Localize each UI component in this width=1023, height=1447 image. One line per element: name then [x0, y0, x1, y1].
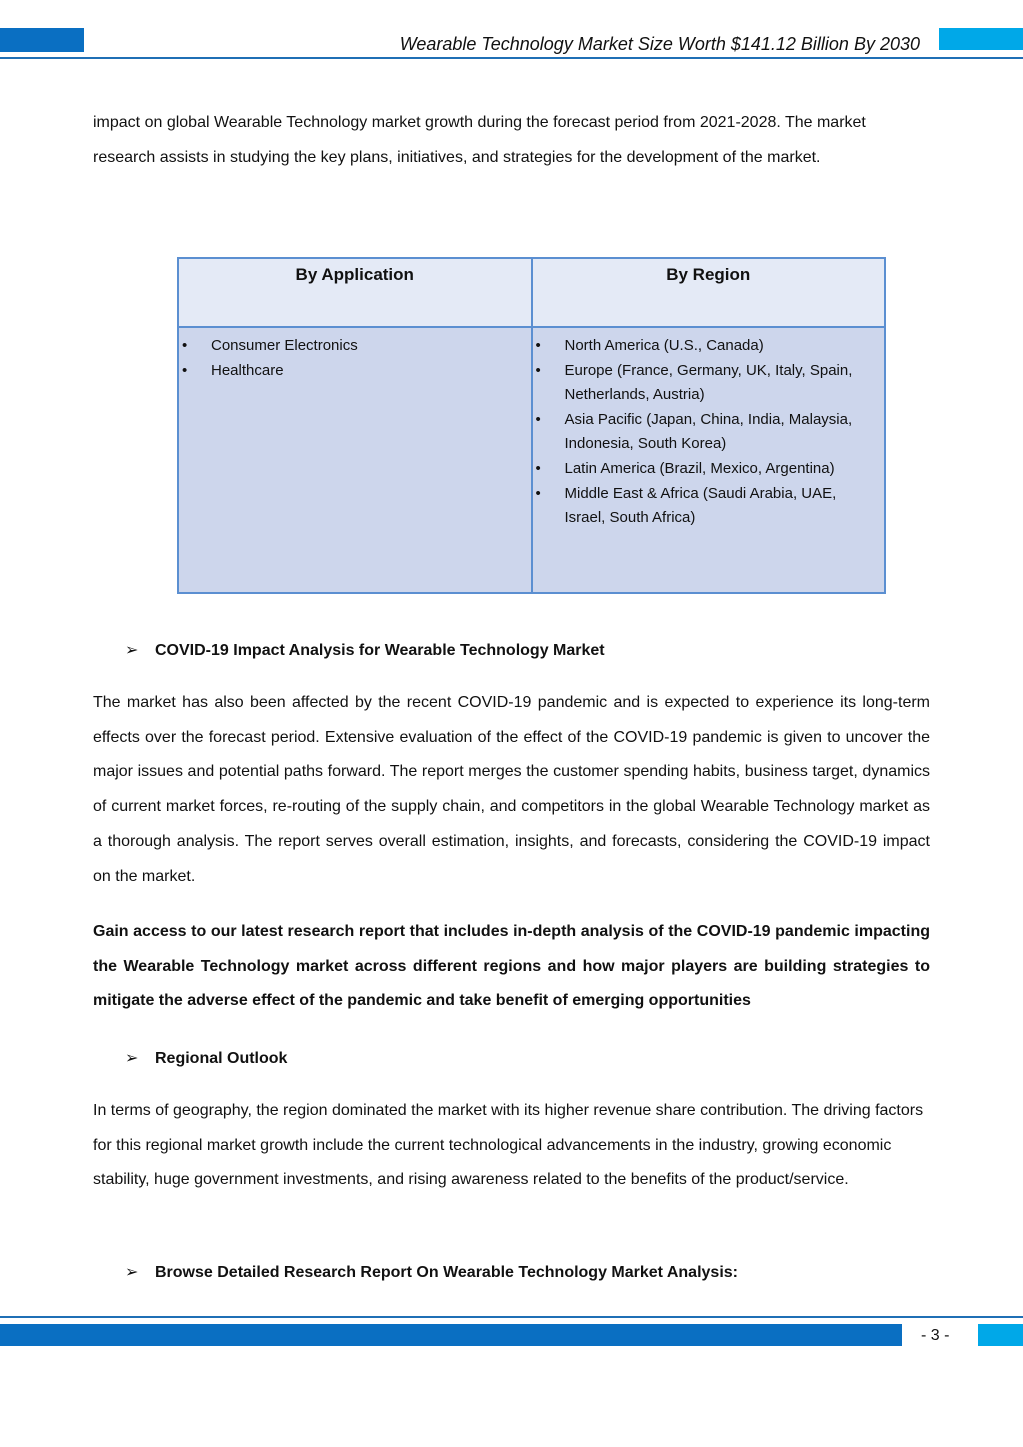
browse-heading-text: Browse Detailed Research Report On Wearable Technology Market Analysis:: [155, 1264, 738, 1281]
arrow-bullet-icon: ➢: [125, 1050, 139, 1067]
covid-paragraph: The market has also been affected by the recent COVID-19 pandemic and is expected to experience its long-term effects over the forecast period. Extensive evaluation of the effect of the COVID-19 pandemic is given to uncover the major issues and potential paths forward. The report merges the customer spending habits, business target, dynamics of current market forces, re-routing of the supply chain, and competitors in the global Wearable Technology market as a thorough analysis. The report serves overall estimation, insights, and forecasts, considering the COVID-19 impact on the market.: [93, 694, 930, 885]
header-rule: [0, 57, 1023, 59]
application-list: [179, 334, 531, 383]
covid-cta-paragraph: Gain access to our latest research report that includes in-depth analysis of the COVID-19 pandemic impacting the Wearable Technology market across different regions and how major players are building strategies to mitigate the adverse effect of the pandemic and take benefit of emerging opportunities: [93, 923, 930, 1010]
region-list: [533, 334, 885, 531]
header-accent-left: [0, 28, 84, 52]
list-item: • Consumer Electronics: [179, 334, 531, 359]
arrow-bullet-icon: ➢: [125, 642, 139, 659]
table-header-application: By Application: [178, 258, 532, 327]
intro-paragraph: impact on global Wearable Technology market growth during the forecast period from 2021-2028. The market research assists in studying the key plans, initiatives, and strategies for the development of the market.: [93, 114, 866, 166]
header-title: Wearable Technology Market Size Worth $141.12 Billion By 2030: [399, 34, 920, 54]
footer-accent-bar: [0, 1324, 902, 1346]
page-number: - 3 -: [921, 1327, 950, 1344]
browse-heading: [125, 1262, 738, 1282]
regional-paragraph: In terms of geography, the region dominated the market with its higher revenue share contribution. The driving factors for this regional market growth include the current technological advancements in the industry, growing economic stability, huge government investments, and rising awareness related to the benefits of the product/service.: [93, 1102, 924, 1189]
regional-heading: [125, 1048, 287, 1068]
covid-heading-text: COVID-19 Impact Analysis for Wearable Technology Market: [155, 642, 605, 659]
arrow-bullet-icon: ➢: [125, 1264, 139, 1281]
list-item: • North America (U.S., Canada): [533, 334, 885, 359]
footer-accent-right: [978, 1324, 1023, 1346]
covid-heading: [125, 640, 605, 660]
application-cell: [178, 327, 532, 593]
header-accent-right: [939, 28, 1023, 50]
table-header-region: By Region: [532, 258, 886, 327]
list-item: • Healthcare: [179, 359, 531, 384]
regional-heading-text: Regional Outlook: [155, 1050, 288, 1067]
segmentation-table: [177, 257, 886, 594]
list-item: • Latin America (Brazil, Mexico, Argentina): [533, 457, 885, 482]
list-item: • Europe (France, Germany, UK, Italy, Spain, Netherlands, Austria): [533, 359, 885, 408]
region-cell: [532, 327, 886, 593]
list-item: • Middle East & Africa (Saudi Arabia, UAE, Israel, South Africa): [533, 482, 885, 531]
list-item: • Asia Pacific (Japan, China, India, Malaysia, Indonesia, South Korea): [533, 408, 885, 457]
footer-rule: [0, 1316, 1023, 1318]
